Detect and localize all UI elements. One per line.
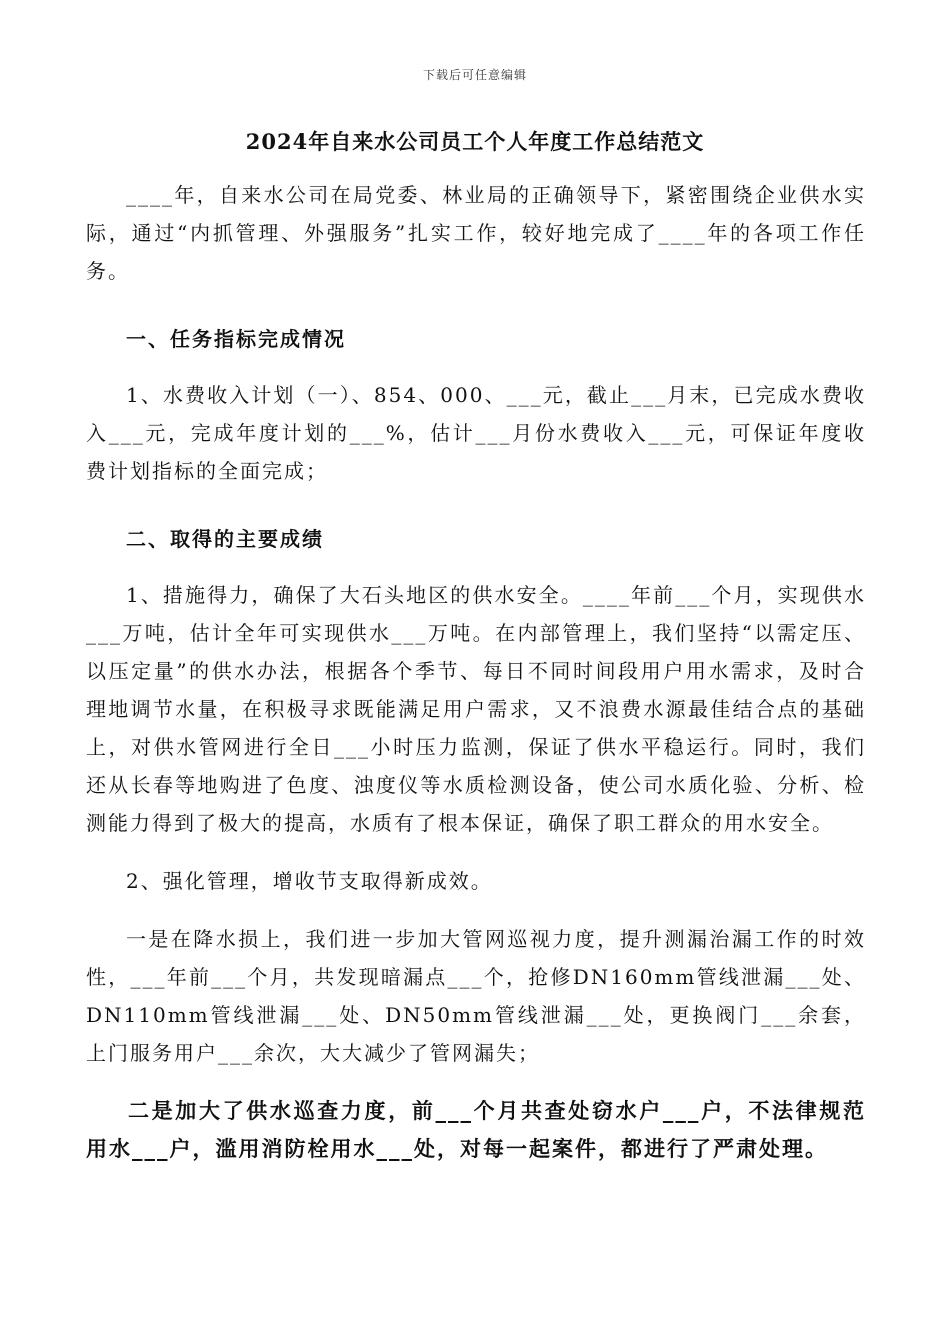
section-heading-1: 一、任务指标完成情况 [126,327,346,351]
section2-paragraph-1: 1、措施得力，确保了大石头地区的供水安全。____年前___个月，实现供水___万吨，估计全年可实现供水___万吨。在内部管理上，我们坚持“以需定压、以压定量”的供水办法，根据各个季节、每日不同时间段用户用水需求，及时合理地调节水量，在积极寻求既能满足用户需求，又不浪费水源最佳结合点的基础上，对供水管网进行全日___小时压力监测，保证了供水平稳运行。同时，我们还从长春等地购进了色度、浊度仪等水质检测设备，使公司水质化验、分析、检测能力得到了极大的提高，水质有了根本保证，确保了职工群众的用水安全。 [86,583,866,835]
section2-paragraph-4: 二是加大了供水巡查力度，前___个月共查处窃水户___户，不法律规范用水___户，滥用消防栓用水___处，对每一起案件，都进行了严肃处理。 [86,1098,866,1161]
header-note: 下载后可任意编辑 [422,68,527,82]
section-heading-2: 二、取得的主要成绩 [126,527,324,551]
intro-paragraph: ____年，自来水公司在局党委、林业局的正确领导下，紧密围绕企业供水实际，通过“内抓管理、外强服务”扎实工作，较好地完成了____年的各项工作任务。 [86,183,866,283]
section2-paragraph-3: 一是在降水损上，我们进一步加大管网巡视力度，提升测漏治漏工作的时效性，___年前___个月，共发现暗漏点___个，抢修DN160mm管线泄漏___处、DN110mm管线泄漏___处、DN50mm管线泄漏___处，更换阀门___余套，上门服务用户___余次，大大减少了管网漏失； [86,927,866,1065]
section1-paragraph-1: 1、水费收入计划（一）、854、000、___元，截止___月末，已完成水费收入___元，完成年度计划的___%，估计___月份水费收入___元，可保证年度收费计划指标的全面完成； [86,383,866,483]
document-body [86,176,866,1168]
section2-paragraph-2: 2、强化管理，增收节支取得新成效。 [126,869,493,893]
document-title: 2024年自来水公司员工个人年度工作总结范文 [245,129,705,154]
